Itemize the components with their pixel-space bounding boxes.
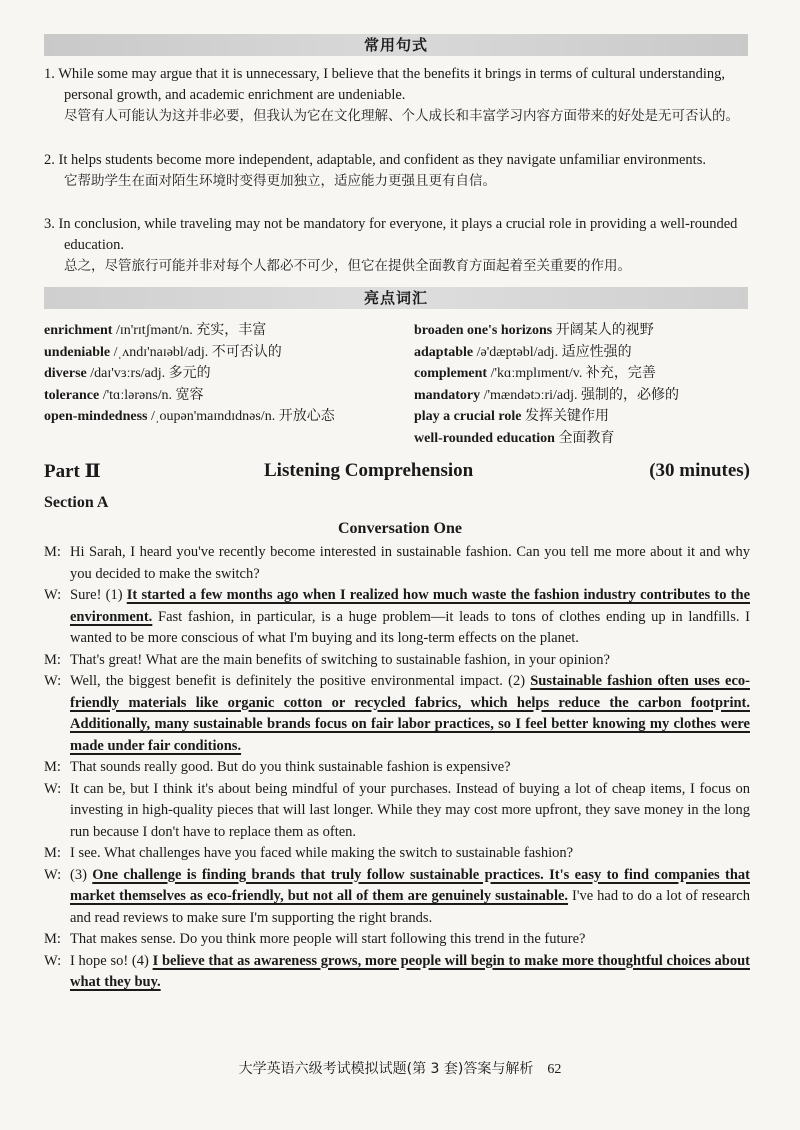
highlight-vocab-banner: 亮点词汇 — [44, 287, 748, 309]
vocab-term: diverse — [44, 366, 87, 381]
vocab-def: /ˌʌndɪ'naɪəbl/adj. 不可否认的 — [110, 344, 282, 360]
speaker-label: M: — [44, 931, 61, 947]
answer-highlight: Sustainable fashion often uses eco-friendly materials like organic cotton or recycled fabrics, which helps reduce the carbon footprint. Additionally, many sustainable brands focus on fair labor practices, so I feel better knowing my clothes were made under fair conditions. — [70, 673, 750, 754]
page-number: 62 — [547, 1062, 562, 1077]
dialog-text: I've had to do a lot of research and read reviews to make sure I'm supporting the right brands. — [70, 888, 750, 926]
sentence-en: 1. While some may argue that it is unnecessary, I believe that the benefits it brings in terms of cultural understanding, personal growth, and academic enrichment are undeniable. — [44, 66, 726, 103]
vocab-column-right — [414, 320, 750, 449]
dialog-text: That's great! What are the main benefits of switching to sustainable fashion, in your opinion? — [70, 651, 610, 668]
vocab-term: play a crucial role — [414, 409, 522, 424]
vocab-def: 开阔某人的视野 — [552, 323, 654, 338]
dialog-turn — [44, 671, 750, 757]
sentence-1 — [44, 64, 750, 127]
vocab-item — [44, 342, 380, 364]
speaker-label: M: — [44, 544, 61, 560]
page-footer — [0, 1058, 800, 1078]
vocab-term: tolerance — [44, 387, 100, 403]
conversation-title: Conversation One — [338, 520, 462, 537]
vocab-item — [414, 363, 750, 385]
vocab-def: 全面教育 — [554, 430, 615, 446]
vocab-def: /ɪn'rɪtʃmənt/n. 充实，丰富 — [112, 323, 267, 338]
dialog-turn — [44, 585, 750, 650]
vocab-column-left — [44, 320, 380, 428]
dialog-turn — [44, 929, 750, 951]
dialog-text: That makes sense. Do you think more people will start following this trend in the future? — [70, 931, 586, 947]
sentence-zh: 尽管有人可能认为这并非必要，但我认为它在文化理解、个人成长和丰富学习内容方面带来的好处是无可否认的。 — [64, 108, 739, 124]
footer-text: 大学英语六级考试模拟试题(第 3 套)答案与解析 — [238, 1061, 534, 1077]
vocab-term: broaden one's horizons — [414, 323, 553, 338]
part-time: (30 minutes) — [649, 460, 750, 481]
speaker-label: W: — [44, 866, 62, 883]
dialog-turn — [44, 843, 750, 865]
answer-highlight: I believe that as awareness grows, more people will begin to make more thoughtful choices about what they buy. — [70, 952, 750, 990]
vocab-term: complement — [414, 366, 488, 381]
vocab-def: /'mændətɔːri/adj. 强制的，必修的 — [480, 387, 680, 403]
sentence-en: 2. It helps students become more independent, adaptable, and confident as they navigate unfamiliar environments. — [44, 152, 706, 168]
dialog-turn — [44, 951, 750, 994]
sentence-3 — [44, 214, 750, 277]
dialog-text: Hi Sarah, I heard you've recently become interested in sustainable fashion. Can you tell me more about it and why you decided to make the switch? — [70, 544, 750, 582]
vocab-term: mandatory — [414, 387, 481, 403]
vocab-item — [414, 406, 750, 428]
speaker-label: W: — [44, 673, 62, 689]
vocab-term: enrichment — [44, 323, 113, 338]
dialog-turn — [44, 779, 750, 844]
dialog-text: (3) — [70, 866, 93, 883]
vocab-def: /ə'dæptəbl/adj. 适应性强的 — [473, 344, 632, 360]
vocab-def: /ˌoupən'maɪndɪdnəs/n. 开放心态 — [147, 409, 335, 424]
speaker-label: M: — [44, 759, 61, 775]
speaker-label: W: — [44, 780, 62, 797]
vocab-item — [414, 385, 750, 407]
sentence-en: 3. In conclusion, while traveling may not be mandatory for everyone, it plays a crucial role in providing a well-rounded education. — [44, 216, 738, 253]
vocab-def: /'tɑːlərəns/n. 宽容 — [99, 387, 204, 403]
vocab-def: /daɪ'vɜːrs/adj. 多元的 — [86, 366, 211, 381]
vocab-item — [414, 320, 750, 342]
dialog-text: I hope so! (4) — [70, 952, 153, 969]
dialog-text: Fast fashion, in particular, is a huge problem—it leads to tons of clothes ending up in landfills. I wanted to be more conscious of what I'm buying and its long-term effects on the planet. — [70, 608, 750, 646]
dialog-turn — [44, 542, 750, 585]
part-title: Listening Comprehension — [264, 460, 474, 481]
answer-highlight: One challenge is finding brands that truly follow sustainable practices. It's easy to find companies that market themselves as eco-friendly, but not all of them are genuinely sustainable. — [70, 866, 750, 904]
speaker-label: M: — [44, 845, 61, 861]
dialog — [44, 542, 750, 994]
speaker-label: M: — [44, 651, 61, 668]
vocab-item — [414, 428, 750, 450]
vocab-term: well-rounded education — [414, 430, 555, 446]
sentence-zh: 它帮助学生在面对陌生环境时变得更加独立，适应能力更强且更有自信。 — [64, 173, 496, 189]
dialog-text: That sounds really good. But do you think sustainable fashion is expensive? — [70, 759, 511, 775]
dialog-text: Sure! (1) — [70, 587, 127, 603]
dialog-text: It can be, but I think it's about being mindful of your purchases. Instead of buying a lot of cheap items, I focus on investing in high-quality pieces that will last longer. While they may cost more upfront, they save money in the long run because I don't have to replace them as often. — [70, 780, 750, 840]
vocab-item — [44, 363, 380, 385]
vocab-term: adaptable — [414, 344, 474, 360]
vocab-def: /'kɑːmplɪment/v. 补充，完善 — [487, 366, 656, 381]
vocab-item — [44, 406, 380, 428]
vocab-item — [44, 320, 380, 342]
sentence-2 — [44, 150, 750, 192]
answer-highlight: It started a few months ago when I realized how much waste the fashion industry contributes to the environment. — [70, 587, 751, 625]
part-label: Part Ⅱ — [44, 461, 101, 482]
sentence-zh: 总之，尽管旅行可能并非对每个人都必不可少，但它在提供全面教育方面起着至关重要的作用。 — [64, 258, 631, 274]
vocab-def: 发挥关键作用 — [521, 409, 609, 424]
dialog-text: Well, the biggest benefit is definitely the positive environmental impact. (2) — [70, 673, 531, 689]
common-sentences-banner: 常用句式 — [44, 34, 748, 56]
part-heading — [44, 460, 750, 488]
vocab-term: open-mindedness — [44, 409, 148, 424]
speaker-label: W: — [44, 952, 62, 969]
section-heading: Section A — [44, 494, 109, 511]
vocab-term: undeniable — [44, 344, 111, 360]
dialog-turn — [44, 865, 750, 930]
dialog-text: I see. What challenges have you faced while making the switch to sustainable fashion? — [70, 845, 574, 861]
vocab-item — [44, 385, 380, 407]
dialog-turn — [44, 650, 750, 672]
speaker-label: W: — [44, 587, 62, 603]
vocab-item — [414, 342, 750, 364]
dialog-turn — [44, 757, 750, 779]
